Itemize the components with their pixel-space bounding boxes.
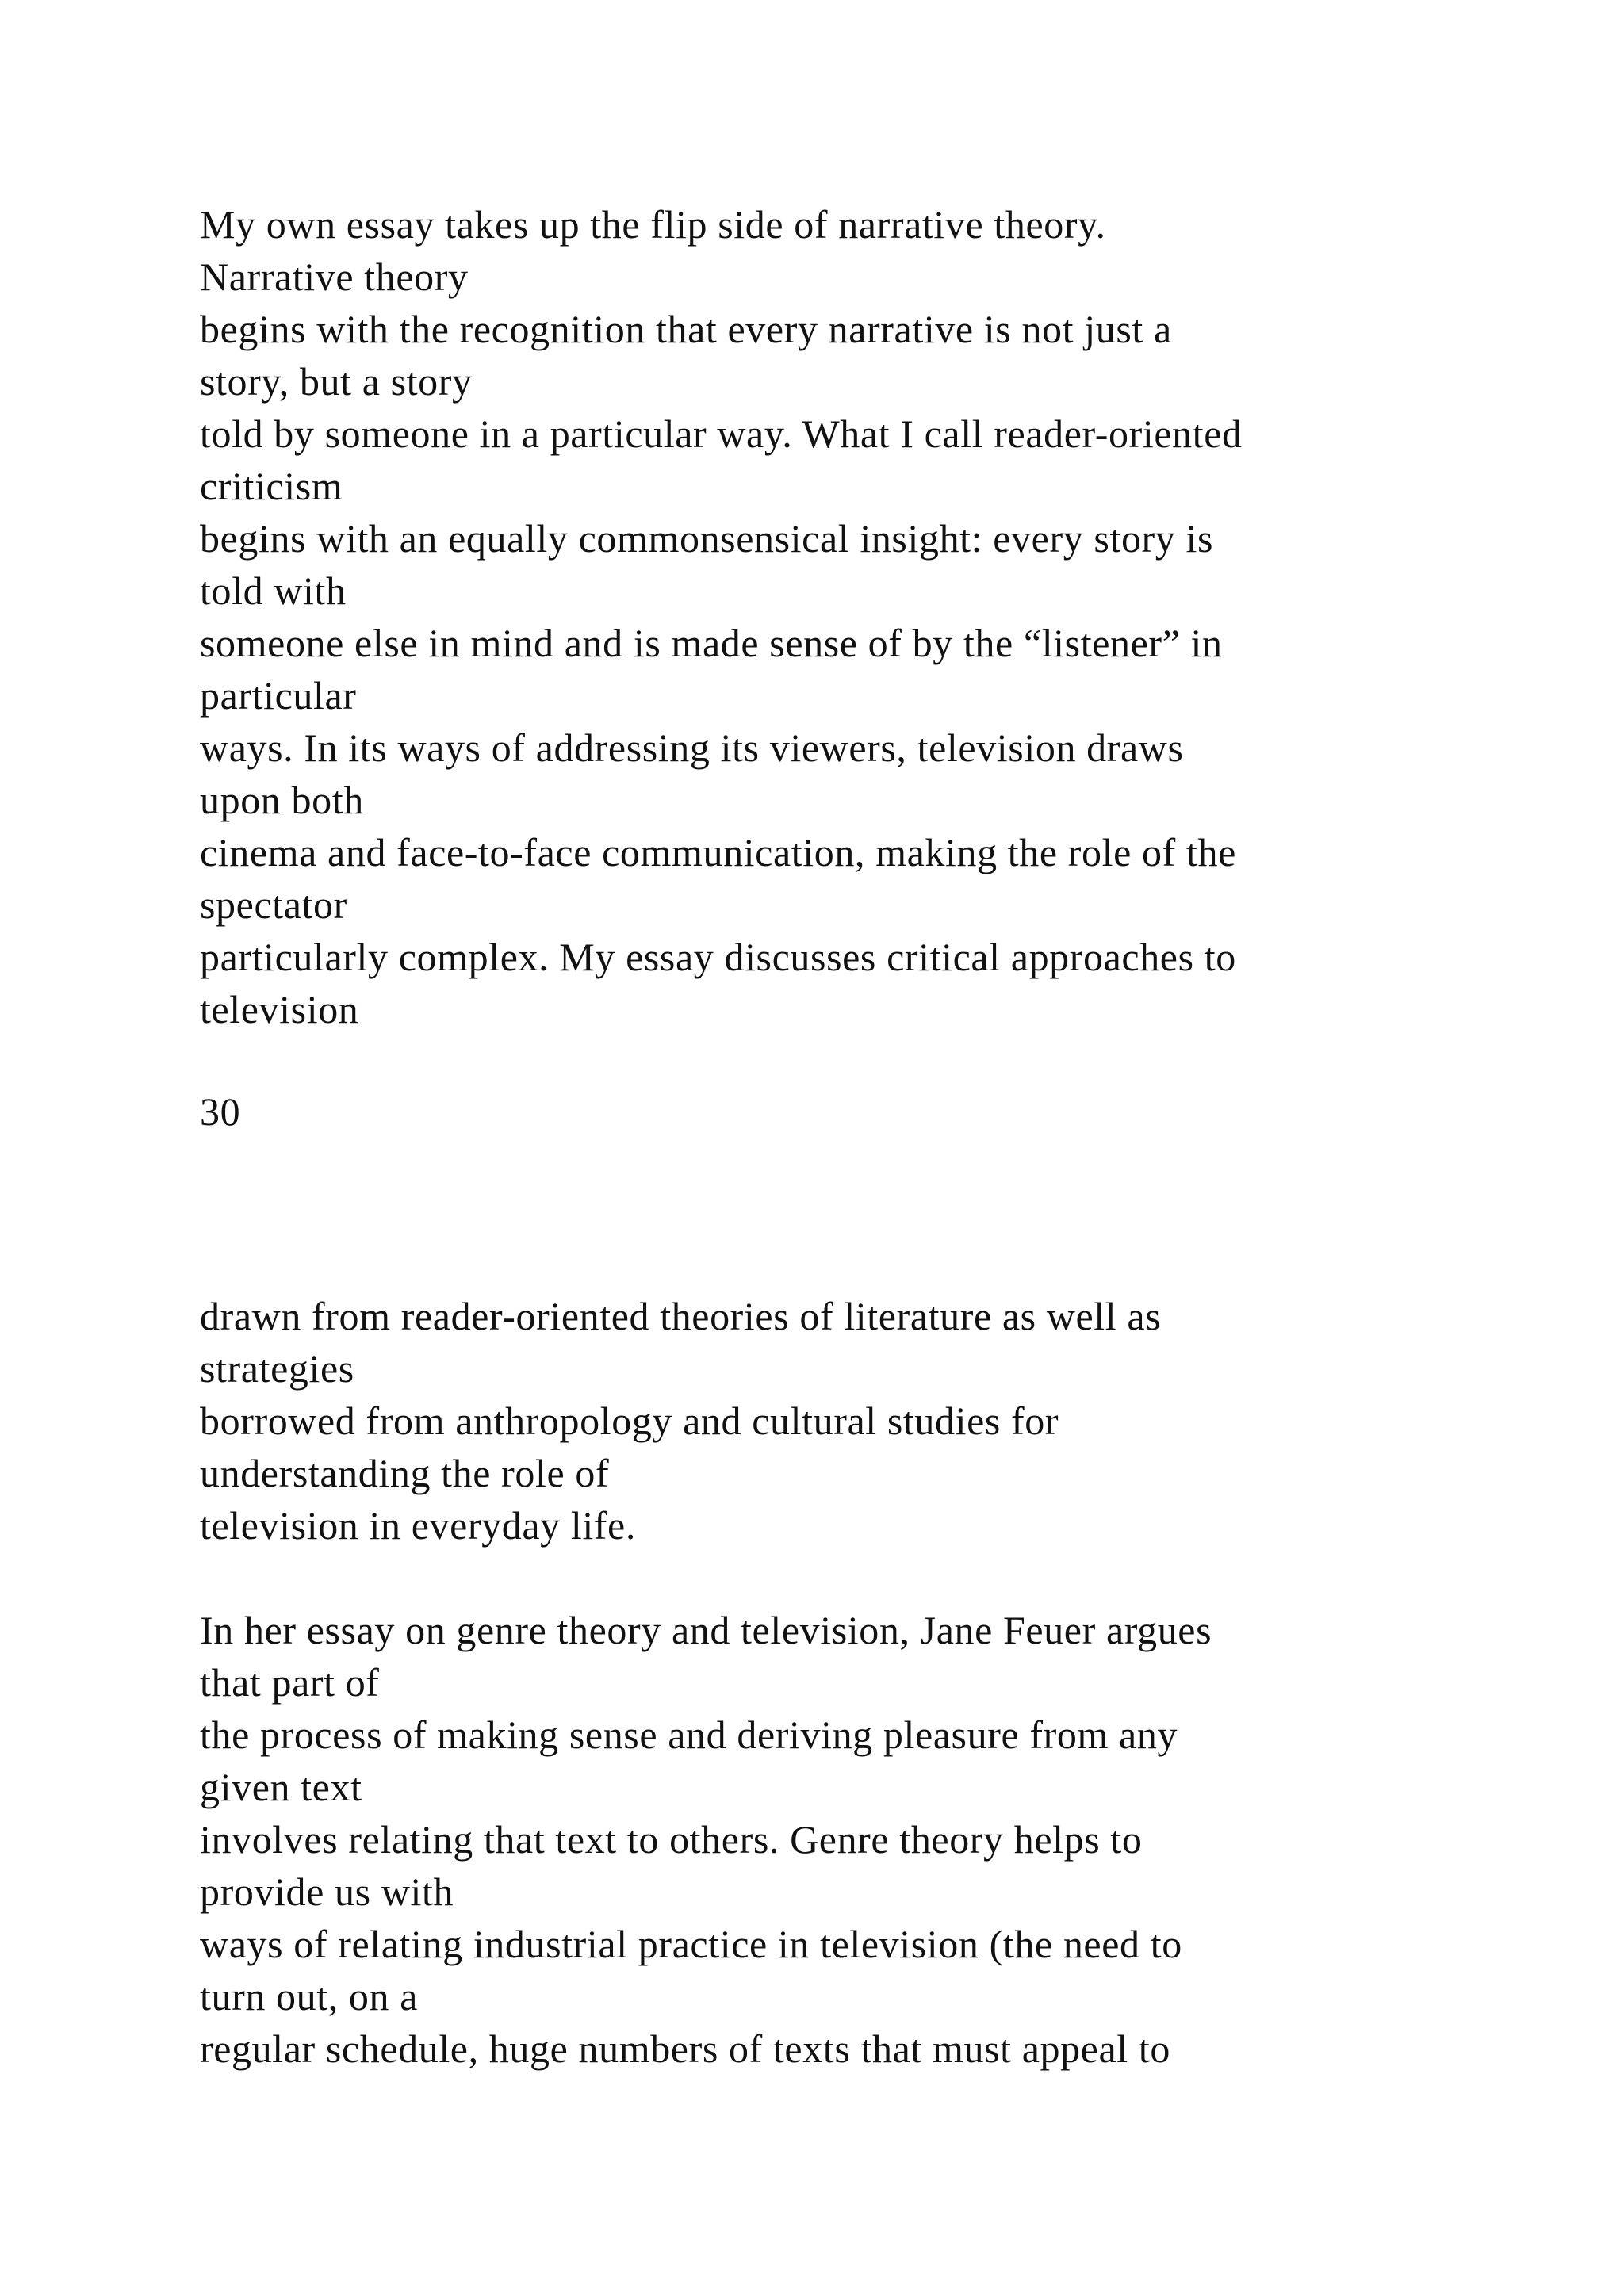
- text-line: particularly complex. My essay discusses critical approaches to: [200, 935, 1236, 979]
- text-line: the process of making sense and deriving pleasure from any: [200, 1712, 1178, 1757]
- text-line: television in everyday life.: [200, 1503, 636, 1548]
- text-line: criticism: [200, 464, 343, 508]
- text-line: told by someone in a particular way. What I call reader-oriented: [200, 411, 1243, 456]
- paragraph-narrative-theory: [200, 198, 1548, 1035]
- text-line: someone else in mind and is made sense of by the “listener” in: [200, 621, 1223, 665]
- text-line: that part of: [200, 1660, 380, 1705]
- text-line: strategies: [200, 1346, 354, 1391]
- text-line: begins with an equally commonsensical insight: every story is: [200, 516, 1214, 561]
- page-number: [200, 1085, 1548, 1138]
- paragraph-reader-oriented-continuation: [200, 1290, 1548, 1552]
- text-line: provide us with: [200, 1869, 454, 1914]
- text-line: regular schedule, huge numbers of texts that must appeal to: [200, 2026, 1170, 2071]
- text-line: given text: [200, 1765, 362, 1809]
- text-line: told with: [200, 568, 347, 613]
- text-line: upon both: [200, 778, 364, 822]
- text-line: turn out, on a: [200, 1974, 419, 2019]
- text-line: ways. In its ways of addressing its viewers, television draws: [200, 725, 1184, 770]
- text-line: In her essay on genre theory and television, Jane Feuer argues: [200, 1608, 1212, 1652]
- text-line: understanding the role of: [200, 1451, 610, 1495]
- text-line: drawn from reader-oriented theories of literature as well as: [200, 1294, 1162, 1338]
- text-line: television: [200, 987, 359, 1031]
- paragraph-genre-theory: [200, 1604, 1548, 2075]
- text-line: cinema and face-to-face communication, making the role of the: [200, 830, 1236, 874]
- text-line: story, but a story: [200, 359, 473, 404]
- text-line: ways of relating industrial practice in television (the need to: [200, 1922, 1182, 1966]
- text-line: My own essay takes up the flip side of narrative theory.: [200, 202, 1106, 247]
- text-line: Narrative theory: [200, 254, 469, 299]
- text-line: involves relating that text to others. Genre theory helps to: [200, 1817, 1143, 1862]
- page-number-text: 30: [200, 1089, 241, 1134]
- text-line: borrowed from anthropology and cultural studies for: [200, 1399, 1059, 1443]
- text-line: spectator: [200, 882, 347, 927]
- text-line: begins with the recognition that every narrative is not just a: [200, 307, 1172, 351]
- text-line: particular: [200, 673, 357, 718]
